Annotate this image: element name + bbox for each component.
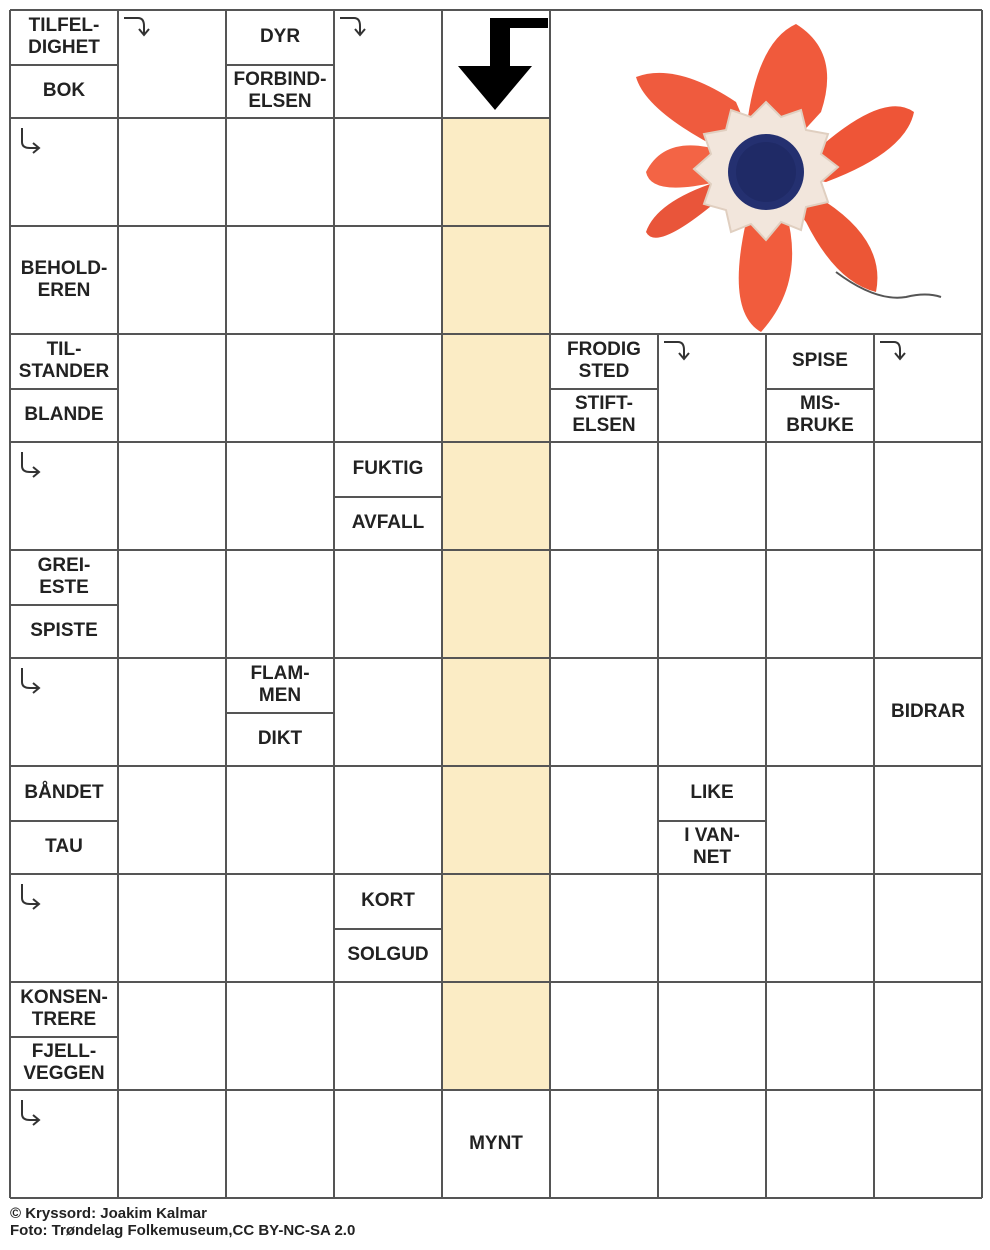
clue-i_vannet: I VAN- NET (684, 825, 740, 868)
arrow-down-right-icon (18, 1098, 42, 1128)
clue-frodig_sted: FRODIG STED (567, 339, 641, 382)
grid-line (117, 10, 119, 1198)
grid-line (10, 549, 982, 551)
grid-line (333, 10, 335, 1198)
arrow-down-right-icon (18, 450, 42, 480)
clue-konsentrere: KONSEN- TRERE (20, 987, 108, 1030)
clue-tilstander: TIL- STANDER (18, 339, 110, 382)
arrow-down-right-icon (18, 666, 42, 696)
clue-forbindelsen: FORBIND- ELSEN (233, 69, 327, 112)
highlight-cell[interactable] (442, 334, 550, 442)
clue-solgud: SOLGUD (347, 944, 429, 966)
grid-line (10, 657, 982, 659)
arrow-right-down-icon (338, 14, 368, 40)
clue-tilfeldighet: TILFEL- DIGHET (28, 15, 100, 58)
clue-kort: KORT (361, 890, 415, 912)
clue-greieste: GREI- ESTE (37, 555, 91, 598)
credit-line-1: © Kryssord: Joakim Kalmar (10, 1205, 207, 1222)
clue-avfall: AVFALL (351, 512, 425, 534)
grid-line (981, 10, 983, 1198)
clue-baandet: BÅNDET (24, 782, 104, 804)
clue-blande: BLANDE (24, 404, 104, 426)
clue-beholderen: BEHOLD- EREN (20, 258, 108, 301)
highlight-cell[interactable] (442, 226, 550, 334)
credit-text (10, 1205, 355, 1240)
clue-fjellveggen: FJELL- VEGGEN (23, 1041, 105, 1084)
grid-line (10, 1089, 982, 1091)
flower-photo (551, 12, 980, 332)
grid-line (10, 225, 550, 227)
clue-flammen: FLAM- MEN (250, 663, 310, 706)
clue-tau: TAU (45, 836, 83, 858)
clue-spiste: SPISTE (30, 620, 98, 642)
clue-dikt: DIKT (257, 728, 303, 750)
grid-line (10, 765, 982, 767)
clue-stiftelsen: STIFT- ELSEN (572, 393, 636, 436)
clue-mynt: MYNT (469, 1133, 523, 1155)
clue-bok: BOK (42, 80, 86, 102)
grid-line (10, 333, 982, 335)
arrow-down-right-icon (18, 882, 42, 912)
highlight-cell[interactable] (442, 118, 550, 226)
clue-like: LIKE (690, 782, 734, 804)
grid-line (10, 981, 982, 983)
grid-line (10, 1197, 982, 1199)
arrow-right-down-icon (878, 338, 908, 364)
highlight-cell[interactable] (442, 658, 550, 766)
clue-misbruke: MIS- BRUKE (786, 393, 854, 436)
highlight-cell[interactable] (442, 442, 550, 550)
clue-fuktig: FUKTIG (352, 458, 424, 480)
grid-line (10, 9, 982, 11)
highlight-cell[interactable] (442, 874, 550, 982)
highlight-cell[interactable] (442, 550, 550, 658)
highlight-cell[interactable] (442, 766, 550, 874)
grid-line (10, 117, 550, 119)
grid-line (10, 441, 982, 443)
grid-line (441, 10, 443, 1198)
arrow-down-right-icon (18, 126, 42, 156)
big-down-arrow-icon (450, 18, 550, 116)
clue-spise: SPISE (792, 350, 848, 372)
clue-bidrar: BIDRAR (891, 701, 965, 723)
highlight-cell[interactable] (442, 982, 550, 1090)
grid-line (225, 10, 227, 1198)
grid-line (9, 10, 11, 1198)
grid-line (10, 873, 982, 875)
arrow-right-down-icon (662, 338, 692, 364)
clue-dyr: DYR (259, 26, 301, 48)
credit-line-2: Foto: Trøndelag Folkemuseum,CC BY-NC-SA 2.0 (10, 1222, 356, 1240)
arrow-right-down-icon (122, 14, 152, 40)
